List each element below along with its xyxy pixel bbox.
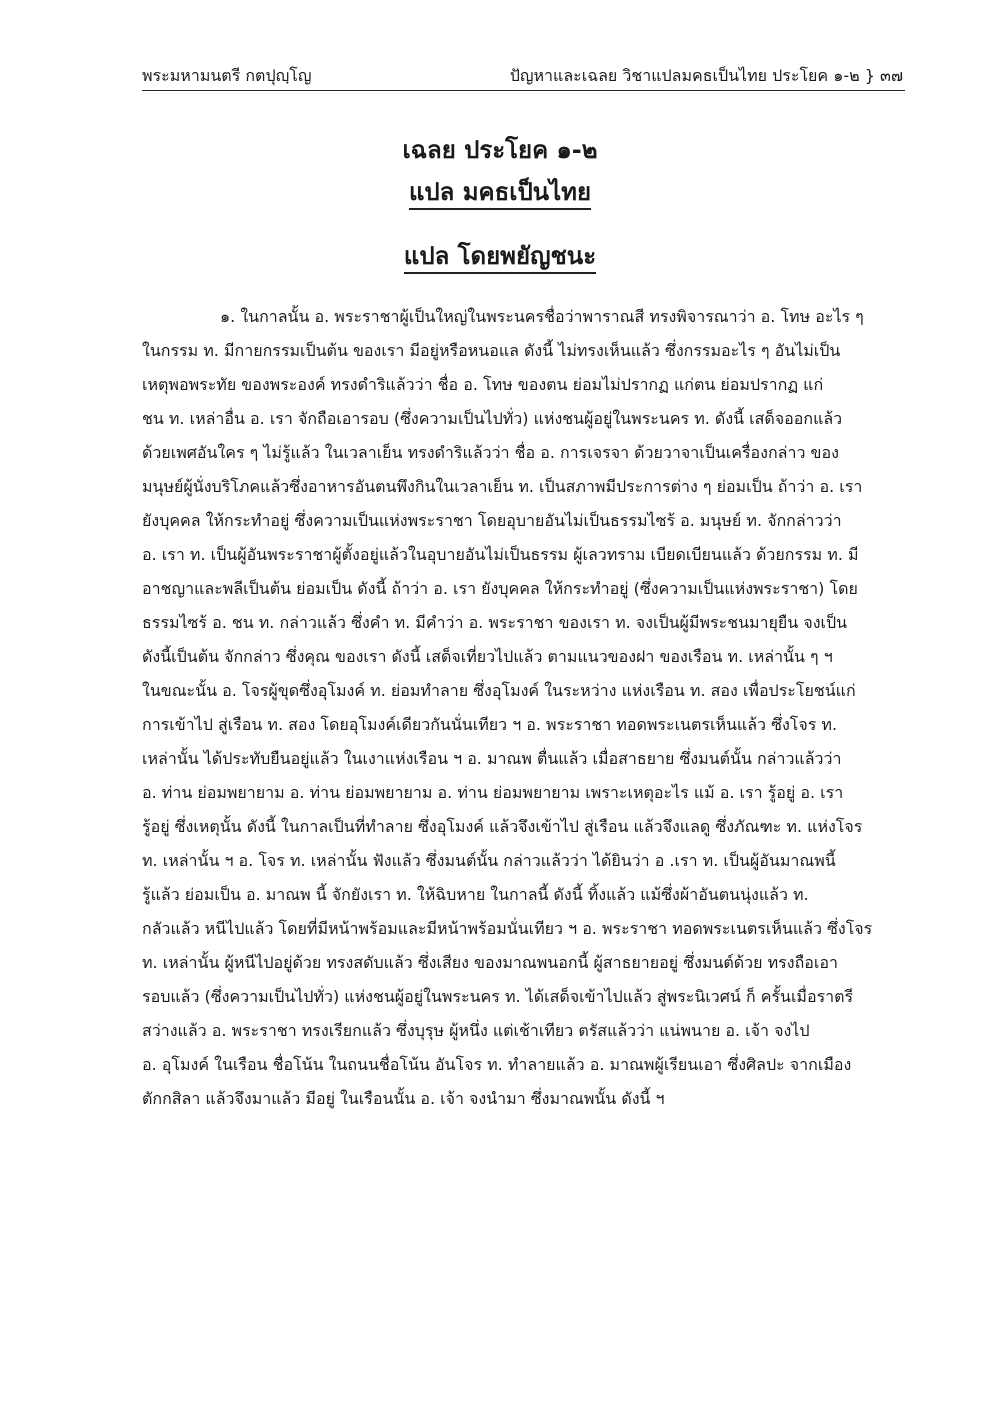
body-line: มนุษย์ผู้นั่งบริโภคแล้วซึ่งอาหารอันตนพึงกินในเวลาเย็น ท. เป็นสภาพมีประการต่าง ๆ ย่อมเป็น ถ้าว่า อ. เรา xyxy=(142,477,863,496)
body-line: ท. เหล่านั้น ฯ อ. โจร ท. เหล่านั้น ฟังแล้ว ซึ่งมนต์นั้น กล่าวแล้วว่า ได้ยินว่า อ .เรา ท. เป็นผู้อันมาณพนี้ xyxy=(142,851,836,870)
body-line: ตักกสิลา แล้วจึงมาแล้ว มีอยู่ ในเรือนนั้น อ. เจ้า จงนำมา ซึ่งมาณพนั้น ดังนี้ ฯ xyxy=(142,1089,665,1108)
body-line: ชน ท. เหล่าอื่น อ. เรา จักถือเอารอบ (ซึ่งความเป็นไปทั่ว) แห่งชนผู้อยู่ในพระนคร ท. ดังนี้ เสด็จออกแล้ว xyxy=(142,409,843,428)
body-line: สว่างแล้ว อ. พระราชา ทรงเรียกแล้ว ซึ่งบุรุษ ผู้หนึ่ง แต่เช้าเทียว ตรัสแล้วว่า แน่พนาย อ. เจ้า จงไป xyxy=(142,1021,810,1040)
body-line: ท. เหล่านั้น ผู้หนีไปอยู่ด้วย ทรงสดับแล้ว ซึ่งเสียง ของมาณพนอกนี้ ผู้สาธยายอยู่ ซึ่งมนต์ด้วย ทรงถือเอา xyxy=(142,953,838,972)
body-line: อ. เรา ท. เป็นผู้อันพระราชาผู้ตั้งอยู่แล้วในอุบายอันไม่เป็นธรรม ผู้เลวทราม เบียดเบียนแล้ว ด้วยกรรม ท. มี xyxy=(142,545,859,564)
body-line: รู้อยู่ ซึ่งเหตุนั้น ดังนี้ ในกาลเป็นที่ทำลาย ซึ่งอุโมงค์ แล้วจึงเข้าไป สู่เรือน แล้วจึงแลดู ซึ่งภัณฑะ ท. แห่งโจร xyxy=(142,817,863,836)
method-heading xyxy=(0,236,1000,275)
method-heading-text: แปล โดยพยัญชนะ xyxy=(404,242,596,274)
answer-heading: เฉลย ประโยค ๑-๒ xyxy=(402,136,598,164)
subject-heading xyxy=(0,172,1000,211)
body-line: ในกรรม ท. มีกายกรรมเป็นต้น ของเรา มีอยู่หรือหนอแล ดังนี้ ไม่ทรงเห็นแล้ว ซึ่งกรรมอะไร ๆ อันไม่เป็น xyxy=(142,341,841,360)
header-book-title: ปัญหาและเฉลย วิชาแปลมคธเป็นไทย ประโยค ๑-๒ } ๓๗ xyxy=(509,66,903,85)
body-line: ๑. ในกาลนั้น อ. พระราชาผู้เป็นใหญ่ในพระนครชื่อว่าพาราณสี ทรงพิจารณาว่า อ. โทษ อะไร ๆ xyxy=(220,307,864,326)
body-line: รอบแล้ว (ซึ่งความเป็นไปทั่ว) แห่งชนผู้อยู่ในพระนคร ท. ได้เสด็จเข้าไปแล้ว สู่พระนิเวศน์ ก็ ครั้นเมื่อราตรี xyxy=(142,987,854,1006)
page-header xyxy=(142,62,905,91)
body-line: อาชญาและพลีเป็นต้น ย่อมเป็น ดังนี้ ถ้าว่า อ. เรา ยังบุคคล ให้กระทำอยู่ (ซึ่งความเป็นแห่งพระราชา) โดย xyxy=(142,579,858,598)
body-line: รู้แล้ว ย่อมเป็น อ. มาณพ นี้ จักยังเรา ท. ให้ฉิบหาย ในกาลนี้ ดังนี้ ทิ้งแล้ว แม้ซึ่งผ้าอันตนนุ่งแล้ว ท. xyxy=(142,885,809,904)
body-line: กลัวแล้ว หนีไปแล้ว โดยที่มีหน้าพร้อมและมีหน้าพร้อมนั่นเทียว ฯ อ. พระราชา ทอดพระเนตรเห็นแล้ว ซึ่งโจร xyxy=(142,919,873,938)
body-line: ในขณะนั้น อ. โจรผู้ขุดซึ่งอุโมงค์ ท. ย่อมทำลาย ซึ่งอุโมงค์ ในระหว่าง แห่งเรือน ท. สอง เพื่อประโยชน์แก่ xyxy=(142,681,856,700)
body-line: ด้วยเพศอันใคร ๆ ไม่รู้แล้ว ในเวลาเย็น ทรงดำริแล้วว่า ชื่อ อ. การเจรจา ด้วยวาจาเป็นเครื่องกล่าว ของ xyxy=(142,443,839,462)
body-line: การเข้าไป สู่เรือน ท. สอง โดยอุโมงค์เดียวกันนั่นเทียว ฯ อ. พระราชา ทอดพระเนตรเห็นแล้ว ซึ่งโจร ท. xyxy=(142,715,838,734)
body-line: เหล่านั้น ได้ประทับยืนอยู่แล้ว ในเงาแห่งเรือน ฯ อ. มาณพ ตื่นแล้ว เมื่อสาธยาย ซึ่งมนต์นั้น กล่าวแล้วว่า xyxy=(142,749,842,768)
body-line: อ. อุโมงค์ ในเรือน ชื่อโน้น ในถนนชื่อโน้น อันโจร ท. ทำลายแล้ว อ. มาณพผู้เรียนเอา ซึ่งศิลปะ จากเมือง xyxy=(142,1055,852,1074)
body-line: ดังนี้เป็นต้น จักกล่าว ซึ่งคุณ ของเรา ดังนี้ เสด็จเที่ยวไปแล้ว ตามแนวของฝา ของเรือน ท. เหล่านั้น ๆ ฯ xyxy=(142,647,833,666)
body-line: เหตุพอพระทัย ของพระองค์ ทรงดำริแล้วว่า ชื่อ อ. โทษ ของตน ย่อมไม่ปรากฏ แก่ตน ย่อมปรากฏ แก่ xyxy=(142,375,824,394)
body-line: ยังบุคคล ให้กระทำอยู่ ซึ่งความเป็นแห่งพระราชา โดยอุบายอันไม่เป็นธรรมไซร้ อ. มนุษย์ ท. จักกล่าวว่า xyxy=(142,511,842,530)
header-author: พระมหามนตรี กตปุญฺโญ xyxy=(142,66,312,85)
body-line: อ. ท่าน ย่อมพยายาม อ. ท่าน ย่อมพยายาม อ. ท่าน ย่อมพยายาม เพราะเหตุอะไร แม้ อ. เรา รู้อยู่ อ. เรา xyxy=(142,783,844,802)
translation-body xyxy=(142,300,905,1116)
body-line: ธรรมไซร้ อ. ชน ท. กล่าวแล้ว ซึ่งคำ ท. มีคำว่า อ. พระราชา ของเรา ท. จงเป็นผู้มีพระชนมายุยืน จงเป็น xyxy=(142,613,848,632)
subject-heading-text: แปล มคธเป็นไทย xyxy=(409,178,591,210)
